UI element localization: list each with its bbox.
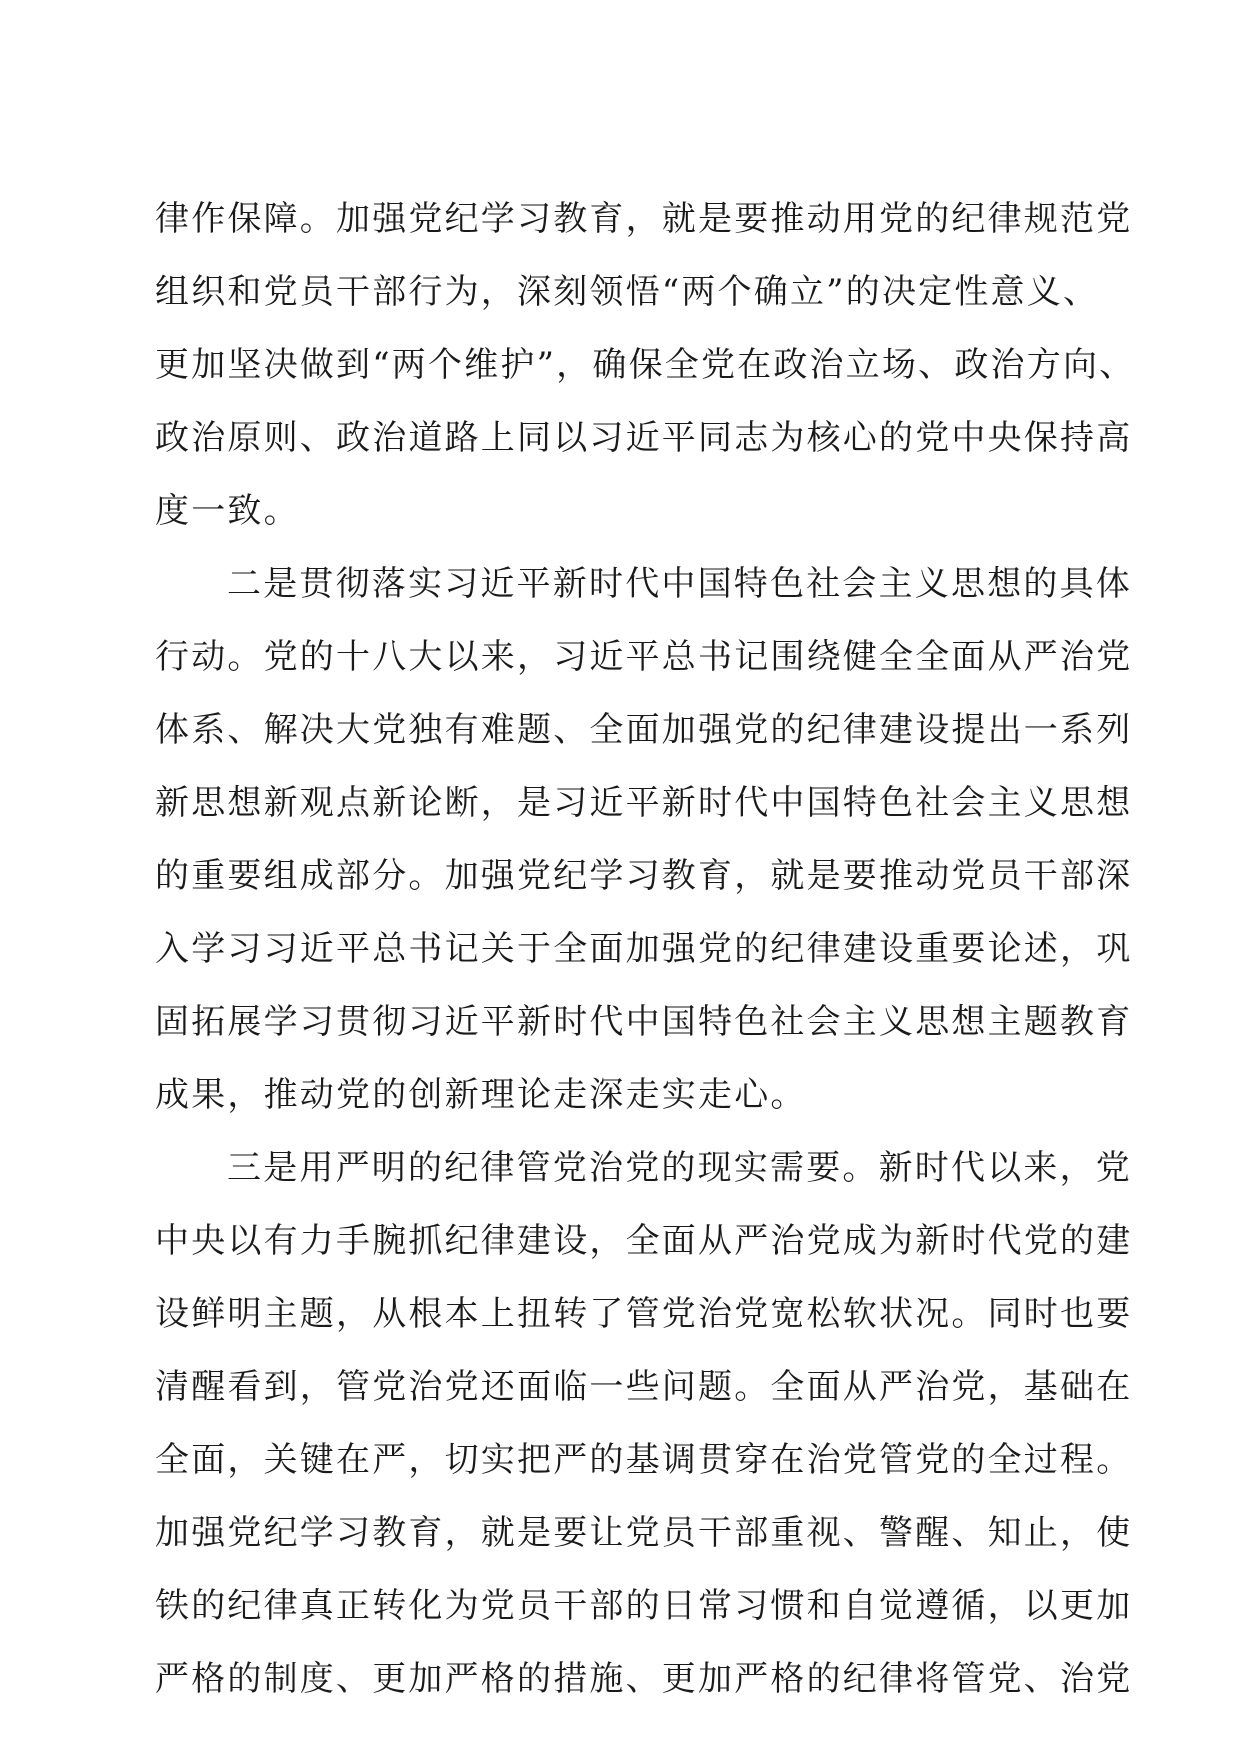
text-line: 的重要组成部分。加强党纪学习教育，就是要推动党员干部深 (155, 856, 1133, 896)
text-line: 加强党纪学习教育，就是要让党员干部重视、警醒、知止，使 (155, 1513, 1133, 1553)
paragraph-1 (155, 183, 1136, 548)
text-line: 行动。党的十八大以来，习近平总书记围绕健全全面从严治党 (155, 637, 1133, 677)
text-line: 清醒看到，管党治党还面临一些问题。全面从严治党，基础在 (155, 1367, 1133, 1407)
text-line: 组织和党员干部行为，深刻领悟“两个确立”的决定性意义、 (155, 272, 1100, 312)
text-line: 政治原则、政治道路上同以习近平同志为核心的党中央保持高 (155, 418, 1133, 458)
text-line: 中央以有力手腕抓纪律建设，全面从严治党成为新时代党的建 (155, 1221, 1133, 1261)
body-text (155, 183, 1136, 1716)
text-line: 固拓展学习贯彻习近平新时代中国特色社会主义思想主题教育 (155, 1002, 1133, 1042)
text-line: 铁的纪律真正转化为党员干部的日常习惯和自觉遵循，以更加 (155, 1586, 1133, 1626)
text-line: 入学习习近平总书记关于全面加强党的纪律建设重要论述，巩 (155, 929, 1133, 969)
text-line: 三是用严明的纪律管党治党的现实需要。新时代以来，党 (227, 1148, 1132, 1188)
text-line: 体系、解决大党独有难题、全面加强党的纪律建设提出一系列 (155, 710, 1133, 750)
text-line: 成果，推动党的创新理论走深走实走心。 (155, 1075, 807, 1115)
text-line: 度一致。 (155, 491, 300, 531)
text-line: 律作保障。加强党纪学习教育，就是要推动用党的纪律规范党 (155, 199, 1133, 239)
paragraph-2 (155, 548, 1133, 1132)
text-line: 设鲜明主题，从根本上扭转了管党治党宽松软状况。同时也要 (155, 1294, 1133, 1334)
text-line: 二是贯彻落实习近平新时代中国特色社会主义思想的具体 (227, 564, 1132, 604)
text-line: 全面，关键在严，切实把严的基调贯穿在治党管党的全过程。 (155, 1440, 1133, 1480)
text-line: 严格的制度、更加严格的措施、更加严格的纪律将管党、治党 (155, 1659, 1133, 1699)
text-line: 新思想新观点新论断，是习近平新时代中国特色社会主义思想 (155, 783, 1133, 823)
paragraph-3 (155, 1132, 1133, 1716)
text-line: 更加坚决做到“两个维护”，确保全党在政治立场、政治方向、 (155, 345, 1136, 385)
